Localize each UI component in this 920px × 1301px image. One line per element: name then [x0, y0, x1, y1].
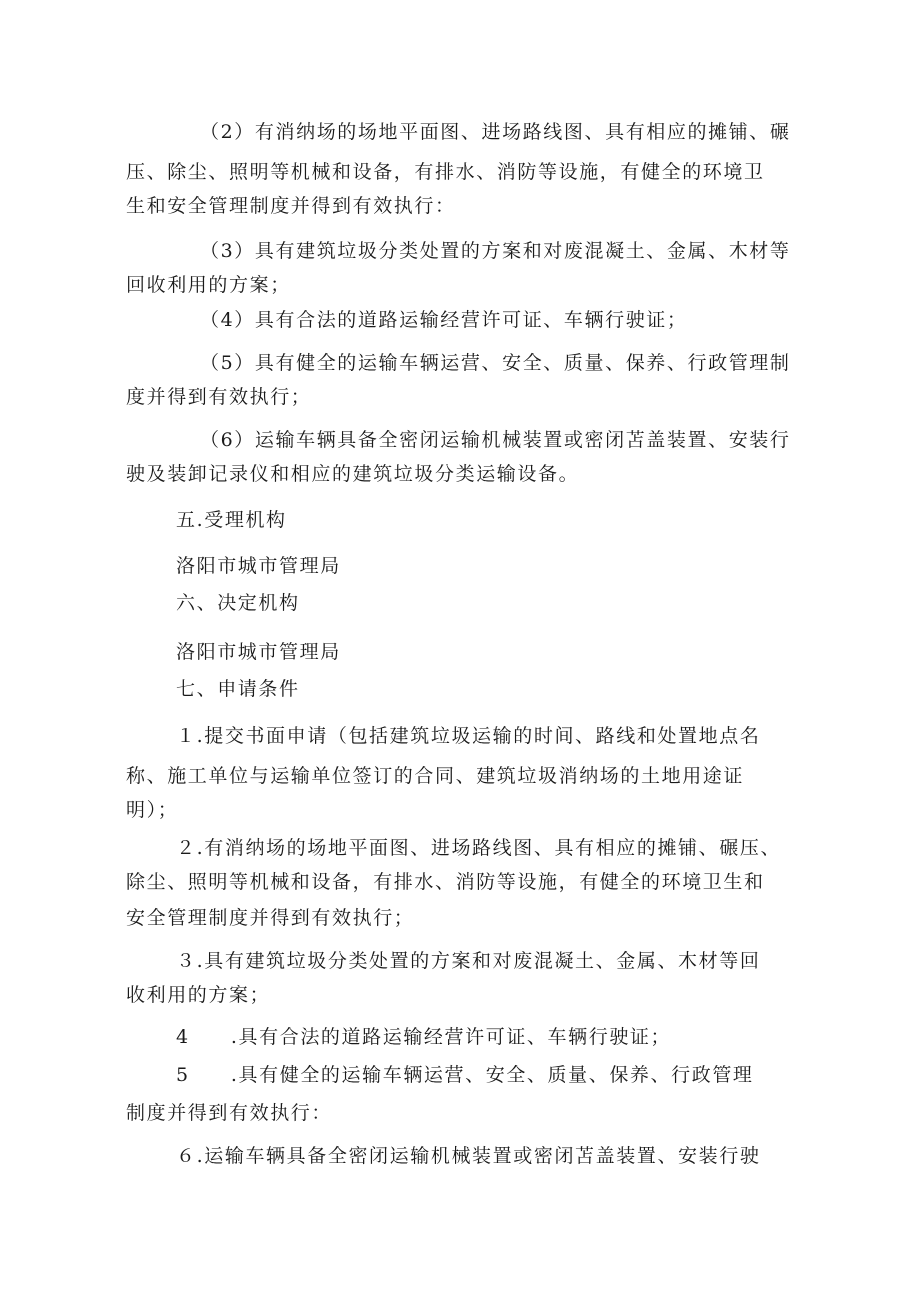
section-5-heading: 五.受理机构 [176, 509, 287, 531]
item-5-line-1: （5）具有健全的运输车辆运营、安全、质量、保养、行政管理制 [200, 352, 791, 374]
item-2-line-3: 生和安全管理制度并得到有效执行： [126, 195, 456, 217]
condition-1-line-1: １.提交书面申请（包括建筑垃圾运输的时间、路线和处置地点名 [176, 725, 761, 747]
section-7-heading: 七、申请条件 [176, 678, 300, 700]
item-2-line-1: （2）有消纳场的场地平面图、进场路线图、具有相应的摊铺、碾 [200, 121, 791, 143]
item-5-line-2: 度并得到有效执行； [126, 386, 312, 408]
condition-4-line-1: 4 .具有合法的道路运输经营许可证、车辆行驶证； [176, 1026, 672, 1048]
condition-2-line-2: 除尘、照明等机械和设备，有排水、消防等设施，有健全的环境卫生和 [126, 871, 765, 893]
item-6-line-1: （6）运输车辆具备全密闭运输机械装置或密闭苫盖装置、安装行 [200, 429, 791, 451]
condition-3-line-1: ３.具有建筑垃圾分类处置的方案和对废混凝土、金属、木材等回 [176, 950, 761, 972]
item-2-line-2: 压、除尘、照明等机械和设备，有排水、消防等设施，有健全的环境卫 [126, 161, 765, 183]
item-3-line-2: 回收利用的方案； [126, 274, 291, 296]
condition-2-line-3: 安全管理制度并得到有效执行； [126, 907, 415, 929]
section-6-body: 洛阳市城市管理局 [176, 641, 341, 663]
condition-5-line-1: 5 .具有健全的运输车辆运营、安全、质量、保养、行政管理 [176, 1064, 754, 1086]
condition-2-line-1: ２.有消纳场的场地平面图、进场路线图、具有相应的摊铺、碾压、 [176, 837, 782, 859]
item-6-line-2: 驶及装卸记录仪和相应的建筑垃圾分类运输设备。 [126, 463, 580, 485]
condition-1-line-3: 明）； [126, 799, 179, 821]
section-6-heading: 六、决定机构 [176, 592, 300, 614]
section-5-body: 洛阳市城市管理局 [176, 555, 341, 577]
item-4-line-1: （4）具有合法的道路运输经营许可证、车辆行驶证； [200, 309, 688, 331]
condition-6-line-1: ６.运输车辆具备全密闭运输机械装置或密闭苫盖装置、安装行驶 [176, 1145, 761, 1167]
condition-5-line-2: 制度并得到有效执行： [126, 1102, 333, 1124]
condition-1-line-2: 称、施工单位与运输单位签订的合同、建筑垃圾消纳场的土地用途证 [126, 765, 745, 787]
condition-3-line-2: 收利用的方案； [126, 984, 271, 1006]
item-3-line-1: （3）具有建筑垃圾分类处置的方案和对废混凝土、金属、木材等 [200, 240, 791, 262]
